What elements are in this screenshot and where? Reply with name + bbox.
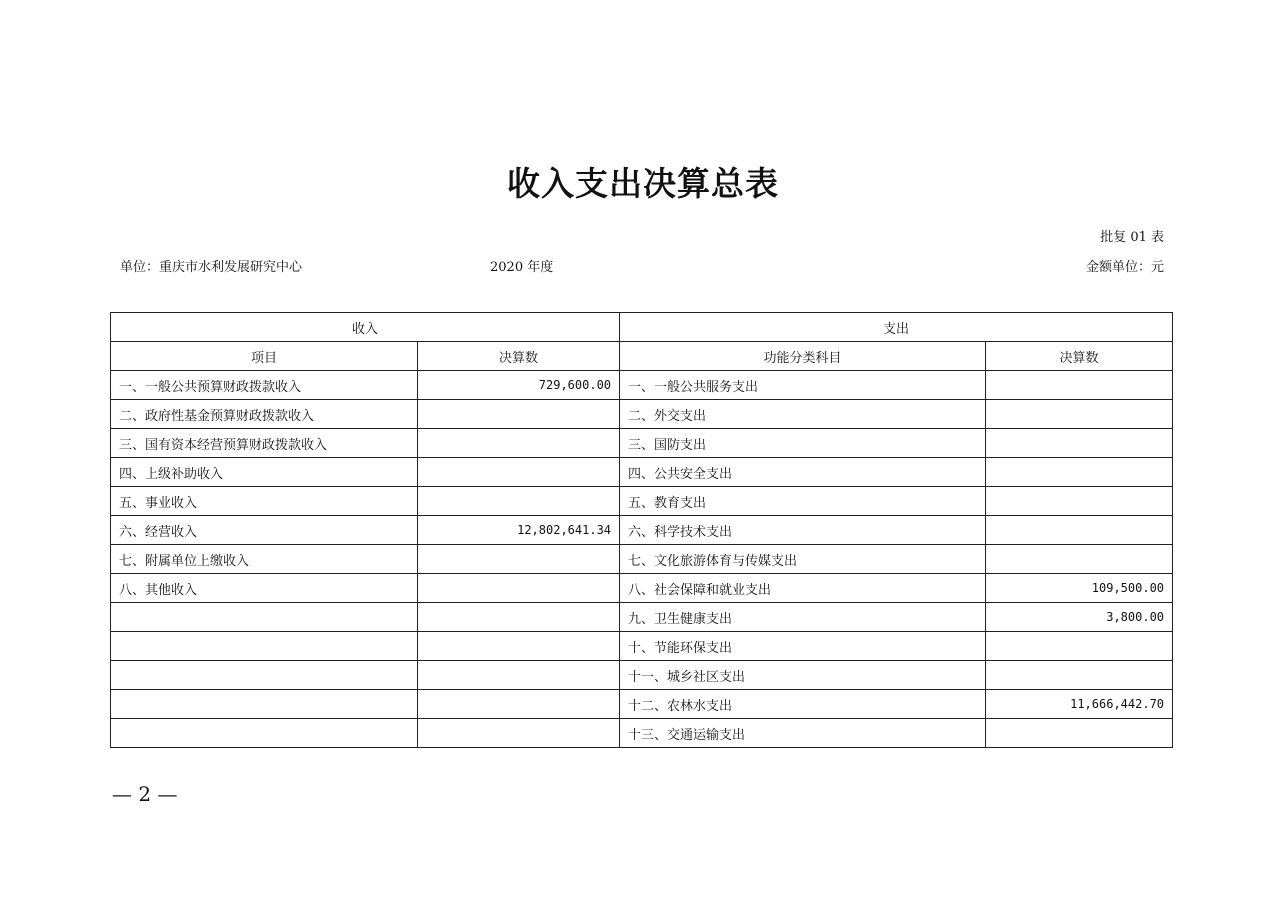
income-amount-cell <box>418 574 620 603</box>
income-item-cell: 七、附属单位上缴收入 <box>111 545 418 574</box>
expense-amount-cell <box>986 661 1173 690</box>
income-amount-cell <box>418 661 620 690</box>
income-amount-cell <box>418 603 620 632</box>
expense-item-cell: 一、一般公共服务支出 <box>620 371 986 400</box>
table-row <box>111 632 1173 661</box>
expense-amount-cell <box>986 429 1173 458</box>
fiscal-year: 2020 年度 <box>490 260 554 275</box>
table-row <box>111 458 1173 487</box>
expense-amount-cell <box>986 371 1173 400</box>
currency-unit: 金额单位：元 <box>1085 260 1164 275</box>
income-amount-cell <box>418 458 620 487</box>
income-expense-table <box>110 312 1173 748</box>
expense-amount-cell: 109,500.00 <box>986 574 1173 603</box>
table-row <box>111 545 1173 574</box>
expense-item-cell: 九、卫生健康支出 <box>620 603 986 632</box>
page-number: — 2 — <box>112 782 178 806</box>
item-header: 项目 <box>111 342 418 371</box>
table-row <box>111 574 1173 603</box>
table-row <box>111 371 1173 400</box>
income-amount-cell <box>418 545 620 574</box>
expense-amount-cell: 11,666,442.70 <box>986 690 1173 719</box>
header-row-columns <box>111 342 1173 371</box>
income-item-cell <box>111 690 418 719</box>
amount-header-expense: 决算数 <box>986 342 1173 371</box>
expense-item-cell: 七、文化旅游体育与传媒支出 <box>620 545 986 574</box>
expense-item-cell: 十三、交通运输支出 <box>620 719 986 748</box>
expense-item-cell: 五、教育支出 <box>620 487 986 516</box>
income-item-cell <box>111 603 418 632</box>
income-item-cell <box>111 632 418 661</box>
expense-amount-cell <box>986 632 1173 661</box>
income-item-cell: 八、其他收入 <box>111 574 418 603</box>
income-amount-cell <box>418 429 620 458</box>
expense-item-cell: 六、科学技术支出 <box>620 516 986 545</box>
income-item-cell <box>111 661 418 690</box>
income-amount-cell <box>418 400 620 429</box>
income-amount-cell: 12,802,641.34 <box>418 516 620 545</box>
header-row-group <box>111 313 1173 342</box>
income-header: 收入 <box>111 313 620 342</box>
income-amount-cell <box>418 632 620 661</box>
expense-item-cell: 三、国防支出 <box>620 429 986 458</box>
income-item-cell: 五、事业收入 <box>111 487 418 516</box>
income-item-cell: 三、国有资本经营预算财政拨款收入 <box>111 429 418 458</box>
income-item-cell: 一、一般公共预算财政拨款收入 <box>111 371 418 400</box>
expense-amount-cell <box>986 487 1173 516</box>
expense-amount-cell <box>986 516 1173 545</box>
function-subject-header: 功能分类科目 <box>620 342 986 371</box>
amount-header: 决算数 <box>418 342 620 371</box>
expense-item-cell: 十、节能环保支出 <box>620 632 986 661</box>
table-row <box>111 429 1173 458</box>
expense-amount-cell <box>986 545 1173 574</box>
income-item-cell: 六、经营收入 <box>111 516 418 545</box>
expense-amount-cell <box>986 458 1173 487</box>
expense-item-cell: 十二、农林水支出 <box>620 690 986 719</box>
expense-amount-cell <box>986 719 1173 748</box>
income-item-cell <box>111 719 418 748</box>
income-amount-cell <box>418 719 620 748</box>
unit-label: 单位：重庆市水利发展研究中心 <box>120 260 303 275</box>
income-item-cell: 二、政府性基金预算财政拨款收入 <box>111 400 418 429</box>
table-row <box>111 400 1173 429</box>
page-title: 收入支出决算总表 <box>507 164 779 203</box>
expense-item-cell: 八、社会保障和就业支出 <box>620 574 986 603</box>
expense-amount-cell <box>986 400 1173 429</box>
table-row <box>111 603 1173 632</box>
expense-item-cell: 四、公共安全支出 <box>620 458 986 487</box>
income-item-cell: 四、上级补助收入 <box>111 458 418 487</box>
table-row <box>111 516 1173 545</box>
expense-amount-cell: 3,800.00 <box>986 603 1173 632</box>
income-amount-cell <box>418 690 620 719</box>
income-amount-cell <box>418 487 620 516</box>
expense-header: 支出 <box>620 313 1173 342</box>
table-row <box>111 719 1173 748</box>
income-amount-cell: 729,600.00 <box>418 371 620 400</box>
table-row <box>111 661 1173 690</box>
form-number: 批复 01 表 <box>1100 230 1164 245</box>
table-row <box>111 487 1173 516</box>
expense-item-cell: 十一、城乡社区支出 <box>620 661 986 690</box>
expense-item-cell: 二、外交支出 <box>620 400 986 429</box>
table-row <box>111 690 1173 719</box>
